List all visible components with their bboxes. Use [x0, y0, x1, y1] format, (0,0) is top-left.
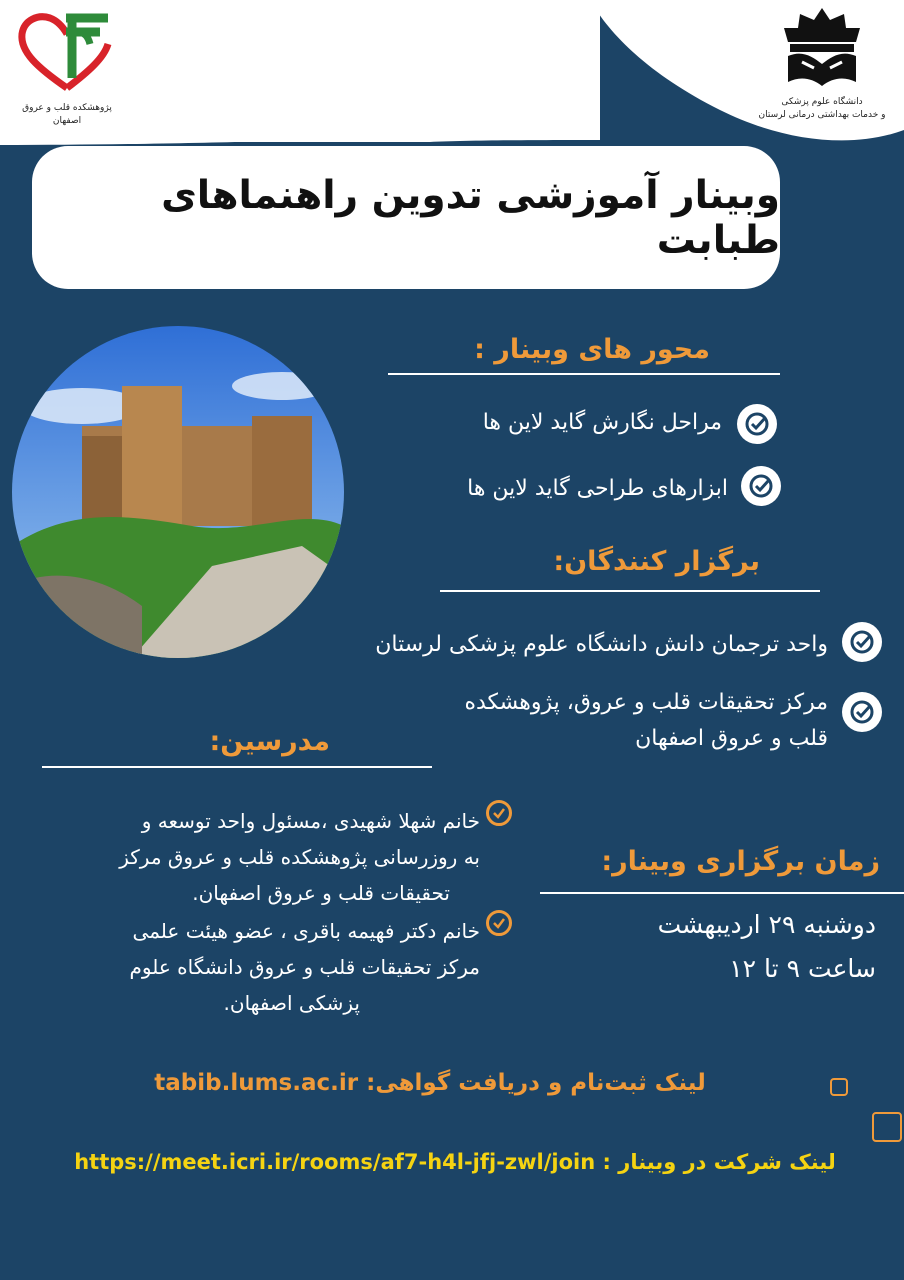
- organizer-item-2-line-1: مرکز تحقیقات قلب و عروق، پژوهشکده: [464, 690, 828, 715]
- right-logo-caption-2: و خدمات بهداشتی درمانی لرستان: [758, 110, 886, 120]
- castle-photo: [12, 326, 344, 658]
- schedule-heading: زمان برگزاری وبینار:: [601, 846, 880, 877]
- instructor-1-line-3: تحقیقات قلب و عروق اصفهان.: [192, 881, 450, 905]
- organizer-item-1: واحد ترجمان دانش دانشگاه علوم پزشکی لرستان: [375, 632, 828, 657]
- page-title: وبینار آموزشی تدوین راهنماهای طبابت: [161, 172, 780, 263]
- join-link[interactable]: https://meet.icri.ir/rooms/af7-h4l-jfj-zwl/join: [74, 1150, 596, 1174]
- check-icon: [741, 466, 781, 506]
- check-icon: [842, 692, 882, 732]
- instructors-heading: مدرسین:: [209, 726, 330, 757]
- instructor-2-line-1: خانم دکتر فهیمه باقری ، عضو هیئت علمی: [132, 919, 480, 943]
- join-line: [10, 1150, 900, 1174]
- join-label: لینک شرکت در وبینار :: [602, 1150, 836, 1174]
- left-logo-caption: پژوهشکده قلب و عروق اصفهان: [22, 103, 112, 126]
- decorative-square: [872, 1112, 902, 1142]
- instructor-1-line-1: خانم شهلا شهیدی ،مسئول واحد توسعه و: [141, 809, 480, 833]
- registration-label: لینک ثبت‌نام و دریافت گواهی:: [366, 1070, 706, 1096]
- registration-link[interactable]: tabib.lums.ac.ir: [154, 1070, 359, 1096]
- registration-line: [120, 1070, 740, 1096]
- topics-divider: [388, 373, 780, 375]
- instructor-2-line-3: پزشکی اصفهان.: [223, 991, 360, 1015]
- schedule-time: ساعت ۹ تا ۱۲: [729, 954, 876, 983]
- heart-logo-icon: [8, 6, 126, 98]
- schedule-divider: [540, 892, 904, 894]
- organizer-item-2-line-2: قلب و عروق اصفهان: [635, 726, 828, 751]
- instructor-1-line-2: به روزرسانی پژوهشکده قلب و عروق مرکز: [119, 845, 480, 869]
- university-emblem-icon: [752, 4, 892, 92]
- topic-item-2: ابزارهای طراحی گاید لاین ها: [467, 476, 728, 501]
- topic-item-1: مراحل نگارش گاید لاین ها: [482, 410, 722, 435]
- check-icon: [486, 910, 512, 936]
- lorestan-university-logo: [752, 4, 892, 128]
- instructor-2-line-2: مرکز تحقیقات قلب و عروق دانشگاه علوم: [129, 955, 480, 979]
- check-icon: [737, 404, 777, 444]
- organizers-divider: [440, 590, 820, 592]
- decorative-square: [830, 1078, 848, 1096]
- organizers-heading: برگزار کنندگان:: [553, 546, 760, 577]
- castle-image: [12, 326, 344, 658]
- schedule-date: دوشنبه ۲۹ اردیبهشت: [657, 910, 876, 939]
- right-logo-caption-1: دانشگاه علوم پزشکی: [781, 97, 863, 107]
- isfahan-heart-institute-logo: [8, 6, 126, 126]
- check-icon: [842, 622, 882, 662]
- instructors-divider: [42, 766, 432, 768]
- check-icon: [486, 800, 512, 826]
- topics-heading: محور های وبینار :: [474, 334, 710, 365]
